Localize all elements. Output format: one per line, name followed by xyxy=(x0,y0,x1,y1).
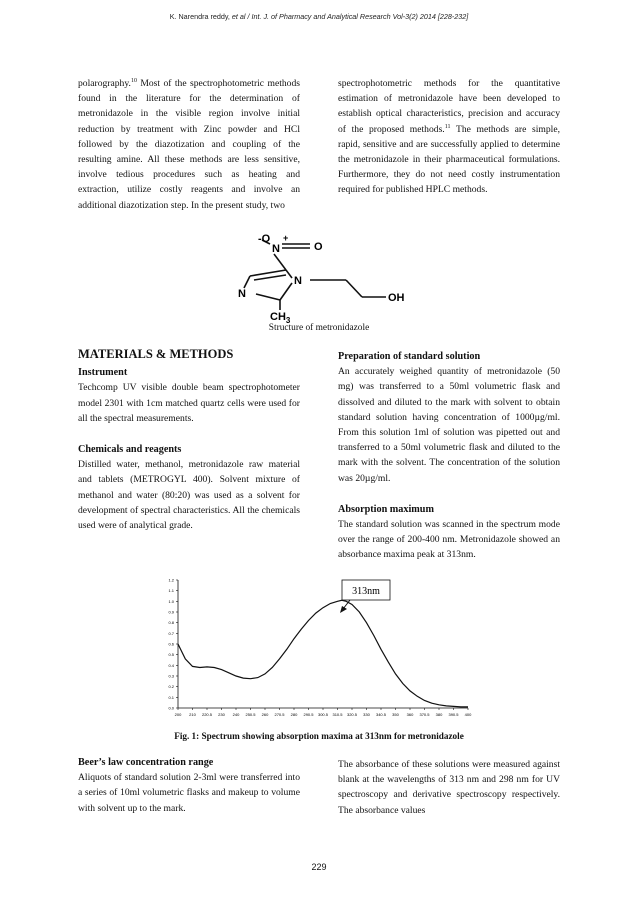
citation-11: 11 xyxy=(444,123,451,130)
y-tick-label: 0.9 xyxy=(168,609,174,615)
figure-caption: Fig. 1: Spectrum showing absorption maxima at 313nm for metronidazole xyxy=(174,731,464,741)
x-tick-label: 220.5 xyxy=(201,712,213,717)
y-tick-label: 0.0 xyxy=(168,705,174,711)
intro-left-column xyxy=(78,76,300,213)
beers-paragraph: Aliquots of standard solution 2-3ml were transferred into a series of 10ml volumetric flasks and makeup to volume with solvent up to the mark. xyxy=(78,772,300,814)
atom-o: O xyxy=(314,241,323,253)
atom-n-ring: N xyxy=(294,275,302,287)
beers-left-column xyxy=(78,755,300,816)
running-header xyxy=(0,12,638,21)
x-tick-label: 340.5 xyxy=(375,712,387,717)
beers-right-column xyxy=(338,757,560,818)
peak-annotation-arrowhead xyxy=(340,606,347,613)
y-tick-label: 0.1 xyxy=(168,694,174,700)
intro-right-paragraph: spectrophotometric methods for the quantitative estimation of metronidazole have been developed to establish optical characteristics, precision and accuracy of the proposed methods.$^{11}$ The methods are simple, rapid, sensitive and are successfully applied to determine the metronidazole in their pharmaceutical formulations. Furthermore, they do not need costly instrumentation required for published HPLC methods. xyxy=(338,78,560,196)
x-tick-label: 330 xyxy=(363,712,370,717)
y-tick-label: 0.5 xyxy=(168,652,174,658)
x-tick-label: 360 xyxy=(406,712,414,717)
peak-annotation xyxy=(340,580,390,613)
x-tick-label: 370.5 xyxy=(419,712,430,717)
x-tick-label: 260 xyxy=(261,712,269,717)
charge-plus: + xyxy=(283,233,289,243)
peak-annotation-label: 313nm xyxy=(352,586,380,597)
chart-axes xyxy=(178,580,468,708)
subheading-beers-law: Beer’s law concentration range xyxy=(78,757,214,768)
subheading-absorption: Absorption maximum xyxy=(338,503,434,515)
atom-o-minus: -O xyxy=(258,233,271,245)
y-tick-label: 1.1 xyxy=(168,588,174,594)
y-tick-label: 1.0 xyxy=(168,598,174,604)
y-tick-label: 0.2 xyxy=(168,684,174,690)
absorption-paragraph: The standard solution was scanned in the spectrum mode over the range of 200-400 nm. Metronidazole showed an absorbance maxima peak at 313nm. xyxy=(338,519,560,561)
preparation-paragraph: An accurately weighed quantity of metronidazole (50 mg) was transferred to a 50ml volumetric flask and dissolved and diluted to the mark with solvent to obtain standard solution having concentration of 1000µg/ml. From this solution 1ml of solution was pipetted out and transferred to a 50ml volumetric flask and diluted to the mark with the solvent. The concentration of the solution was 20µg/ml. xyxy=(338,366,560,484)
x-tick-label: 250.5 xyxy=(245,712,256,717)
x-tick-label: 390.5 xyxy=(448,712,459,717)
chemicals-paragraph: Distilled water, methanol, metronidazole raw material and tablets (METROGYL 400). Solvent mixture of methanol and water (80:20) was used as a solvent for development of spectral characteristics. All the chemicals used were of analytical grade. xyxy=(78,459,300,532)
materials-left-column xyxy=(78,347,300,533)
subheading-preparation: Preparation of standard solution xyxy=(338,351,481,362)
x-tick-label: 230 xyxy=(218,712,225,717)
x-tick-label: 200 xyxy=(174,712,182,717)
y-tick-label: 1.2 xyxy=(168,577,174,583)
intro-right-column xyxy=(338,76,560,198)
x-tick-label: 400 xyxy=(464,712,472,717)
x-tick-label: 320.5 xyxy=(346,712,358,717)
atom-n-lower: N xyxy=(238,288,246,300)
metronidazole-structure xyxy=(228,228,418,323)
x-tick-label: 380 xyxy=(435,712,443,717)
atom-n-nitro: N xyxy=(272,243,280,255)
x-tick-label: 350 xyxy=(392,712,399,717)
methods-right-column xyxy=(338,349,560,563)
section-heading-materials: MATERIALS & METHODS xyxy=(78,347,234,361)
y-tick-label: 0.6 xyxy=(168,641,174,647)
page-number: 229 xyxy=(311,862,327,872)
x-tick-label: 270.5 xyxy=(274,712,285,717)
x-tick-label: 310.5 xyxy=(332,712,343,717)
running-head-authors: K. Narendra reddy, xyxy=(169,12,230,21)
subheading-chemicals: Chemicals and reagents xyxy=(78,444,182,456)
y-tick-label: 0.3 xyxy=(168,673,174,679)
absorbance-paragraph: The absorbance of these solutions were measured against blank at the wavelengths of 313 nm and 298 nm for UV spectroscopy and derivative spectroscopy respectively. The absorbance values xyxy=(338,759,560,816)
instrument-paragraph: Techcomp UV visible double beam spectrophotometer model 2301 with 1cm matched quartz cells were used for all the spectral measurements. xyxy=(78,382,300,424)
x-tick-label: 290.5 xyxy=(303,712,314,717)
x-tick-label: 300.5 xyxy=(317,712,329,717)
x-tick-label: 280 xyxy=(290,712,298,717)
spectrum-line xyxy=(178,600,468,707)
y-tick-label: 0.7 xyxy=(168,630,174,636)
intro-left-paragraph: polarography.$^{10}$ Most of the spectrophotometric methods found in the literature for the determination of metronidazole in the visible region involve initial reduction by treatment with Zinc powder and HCl followed by the diazotization and coupling of the resulting amine. All these methods are less sensitive, involve tedious procedures such as heating and extraction, utilize costly reagents and involve an additional diazotization step. In the present study, two xyxy=(78,77,300,211)
x-tick-label: 240 xyxy=(232,712,240,717)
y-tick-label: 0.8 xyxy=(168,620,174,626)
atom-oh: OH xyxy=(388,292,405,304)
structure-caption: Structure of metronidazole xyxy=(268,323,370,333)
subheading-instrument: Instrument xyxy=(78,367,128,379)
x-tick-label: 210 xyxy=(189,712,196,717)
y-tick-label: 0.4 xyxy=(168,662,174,668)
citation-10: 10 xyxy=(130,77,137,84)
running-head-journal: et al / Int. J. of Pharmacy and Analytical Research Vol-3(2) 2014 [228-232] xyxy=(231,12,469,21)
absorption-spectrum-chart xyxy=(150,572,480,722)
atom-ch3: $CH_3$ xyxy=(270,311,291,323)
